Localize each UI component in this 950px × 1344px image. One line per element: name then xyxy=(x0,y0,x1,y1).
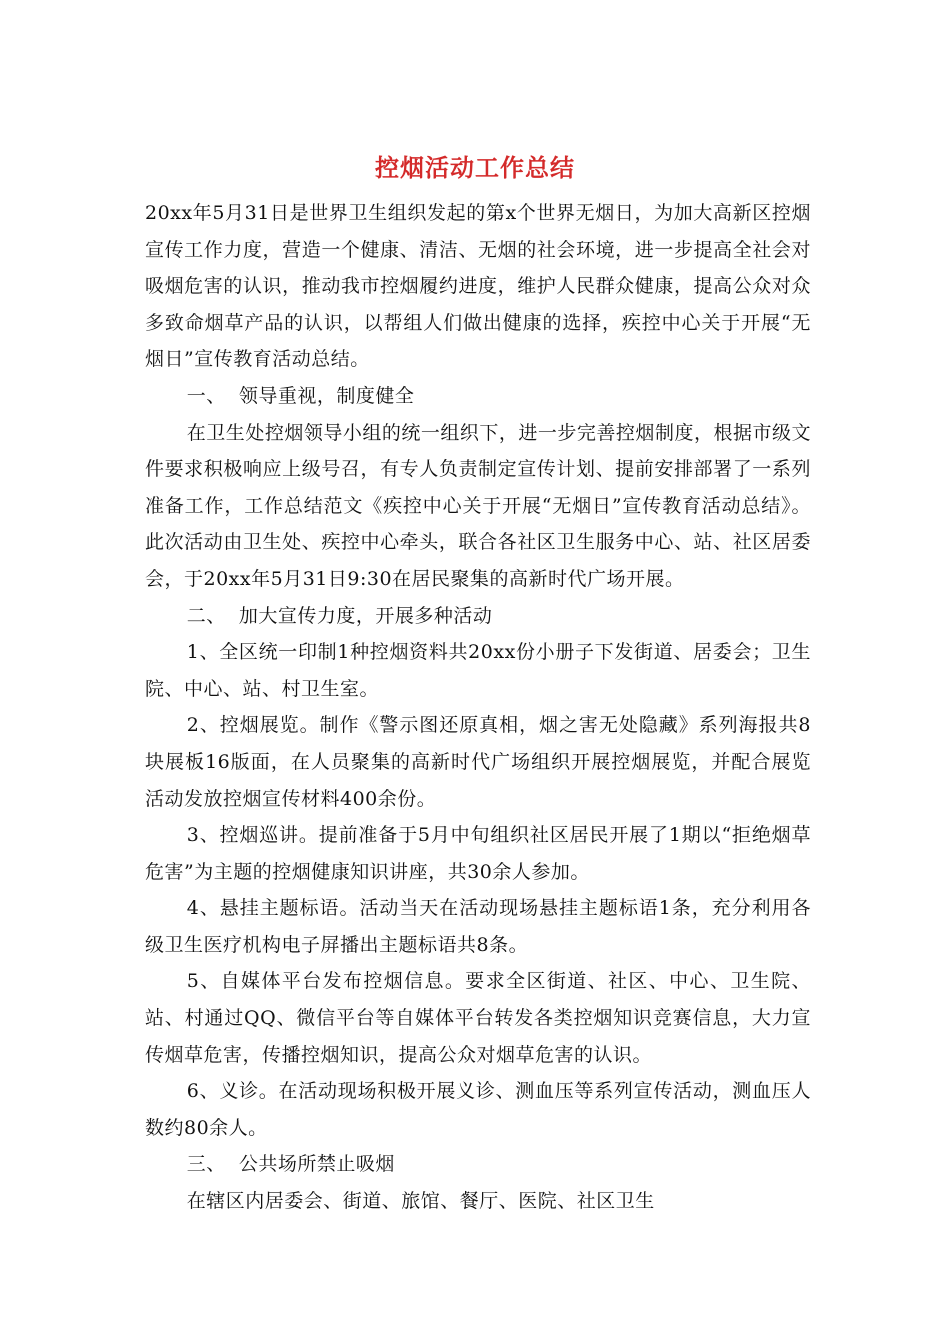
intro-paragraph: 20xx年5月31日是世界卫生组织发起的第x个世界无烟日，为加大高新区控烟宣传工作力度，营造一个健康、清洁、无烟的社会环境，进一步提高全社会对吸烟危害的认识，推动我市控烟履约进度，维护人民群众健康，提高公众对众多致命烟草产品的认识，以帮组人们做出健康的选择，疾控中心关于开展“无烟日”宣传教育活动总结。 xyxy=(145,202,811,371)
list-item-4: 4、悬挂主题标语。活动当天在活动现场悬挂主题标语1条，充分利用各级卫生医疗机构电子屏播出主题标语共8条。 xyxy=(145,897,811,956)
document-title: 控烟活动工作总结 xyxy=(375,153,575,182)
list-item-5: 5、自媒体平台发布控烟信息。要求全区街道、社区、中心、卫生院、站、村通过QQ、微信平台等自媒体平台转发各类控烟知识竞赛信息，大力宣传烟草危害，传播控烟知识，提高公众对烟草危害的认识。 xyxy=(145,970,811,1066)
list-item-6: 6、义诊。在活动现场积极开展义诊、测血压等系列宣传活动，测血压人数约80余人。 xyxy=(145,1080,811,1139)
list-item-1: 1、全区统一印制1种控烟资料共20xx份小册子下发街道、居委会；卫生院、中心、站、村卫生室。 xyxy=(145,641,811,700)
list-item-3: 3、控烟巡讲。提前准备于5月中旬组织社区居民开展了1期以“拒绝烟草危害”为主题的控烟健康知识讲座，共30余人参加。 xyxy=(145,824,811,883)
section-heading-1: 一、 领导重视，制度健全 xyxy=(186,384,415,407)
section-heading-3: 三、 公共场所禁止吸烟 xyxy=(186,1153,395,1176)
section-3-paragraph: 在辖区内居委会、街道、旅馆、餐厅、医院、社区卫生 xyxy=(186,1190,655,1213)
list-item-2: 2、控烟展览。制作《警示图还原真相，烟之害无处隐藏》系列海报共8块展板16版面，在人员聚集的高新时代广场组织开展控烟展览，并配合展览活动发放控烟宣传材料400余份。 xyxy=(145,714,811,810)
document-body xyxy=(145,195,811,1220)
section-heading-2: 二、 加大宣传力度，开展多种活动 xyxy=(186,604,493,627)
section-1-paragraph: 在卫生处控烟领导小组的统一组织下，进一步完善控烟制度，根据市级文件要求积极响应上级号召，有专人负责制定宣传计划、提前安排部署了一系列准备工作，工作总结范文《疾控中心关于开展“无烟日”宣传教育活动总结》。此次活动由卫生处、疾控中心牵头，联合各社区卫生服务中心、站、社区居委会，于20xx年5月31日9:30在居民聚集的高新时代广场开展。 xyxy=(145,421,811,590)
